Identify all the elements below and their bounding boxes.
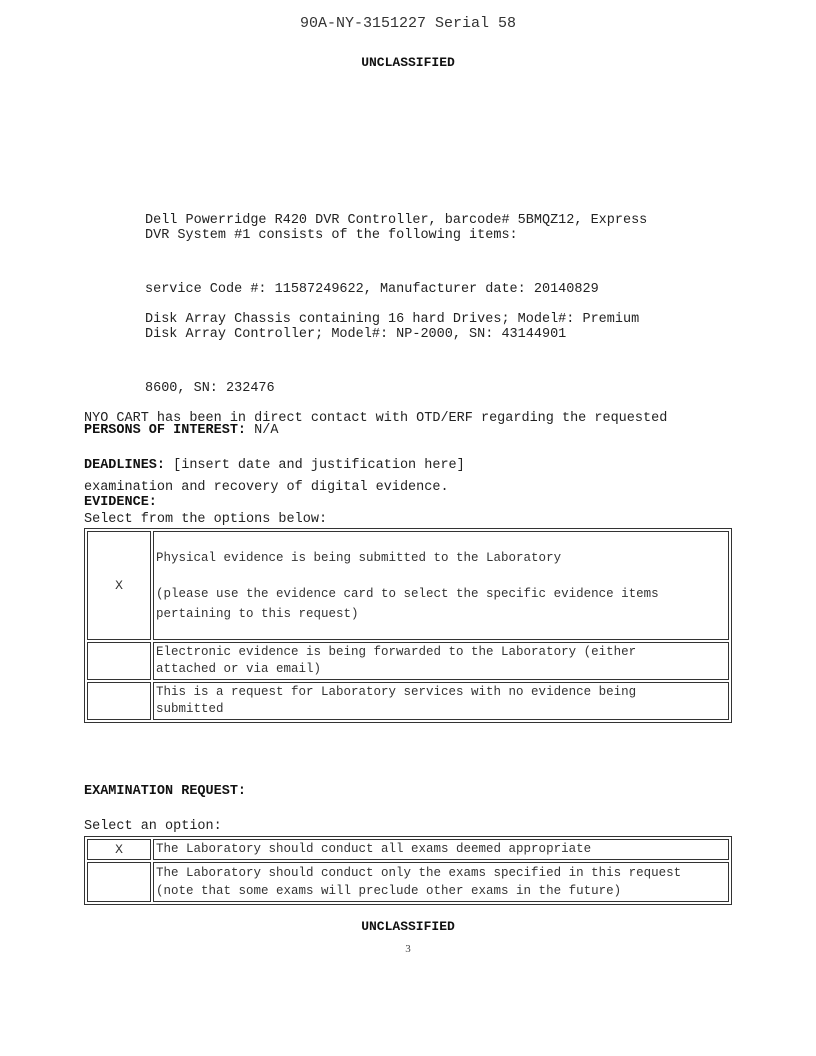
examination-option-checkbox[interactable]	[87, 862, 151, 902]
disk-array-controller-description: Disk Array Controller; Model#: NP-2000, SN: 43144901	[145, 327, 567, 342]
examination-option-row	[87, 839, 729, 860]
persons-of-interest	[84, 419, 734, 442]
evidence-instruction: Select from the options below:	[84, 512, 328, 527]
evidence-option-row	[87, 682, 729, 720]
deadlines-value: [insert date and justification here]	[165, 458, 465, 473]
document-serial: 90A-NY-3151227 Serial 58	[299, 15, 517, 32]
classification-footer: UNCLASSIFIED	[361, 919, 455, 934]
examination-option-checkbox[interactable]: X	[87, 839, 151, 860]
evidence-option-checkbox[interactable]	[87, 682, 151, 720]
evidence-option-checkbox[interactable]: X	[87, 531, 151, 640]
persons-of-interest-value: N/A	[246, 423, 279, 438]
evidence-option-text: Physical evidence is being submitted to the Laboratory (please use the evidence card to select the specific evidence items pertaining to this request)	[153, 531, 729, 640]
evidence-option-checkbox[interactable]	[87, 642, 151, 680]
examination-option-row	[87, 862, 729, 902]
examination-request-heading: EXAMINATION REQUEST:	[84, 784, 247, 799]
persons-of-interest-label: PERSONS OF INTEREST:	[84, 423, 247, 438]
page-number: 3	[405, 943, 411, 955]
deadlines	[84, 454, 734, 477]
examination-options-table	[84, 836, 732, 905]
evidence-options-table	[84, 528, 732, 723]
evidence-option-row	[87, 531, 729, 640]
disk-array-chassis-description: Disk Array Chassis containing 16 hard Drives; Model#: Premium 8600, SN: 232476	[145, 312, 640, 396]
contact-paragraph: NYO CART has been in direct contact with OTD/ERF regarding the requested examination and recovery of digital evidence.	[84, 411, 668, 495]
evidence-option-row	[87, 642, 729, 680]
evidence-section-heading	[84, 494, 734, 528]
dvr-system-intro: DVR System #1 consists of the following items:	[145, 228, 518, 243]
examination-request-instruction: Select an option:	[84, 819, 222, 834]
examination-option-text: The Laboratory should conduct only the exams specified in this request (note that some exams will preclude other exams in the future)	[153, 862, 729, 902]
deadlines-label: DEADLINES:	[84, 458, 166, 473]
evidence-label: EVIDENCE:	[84, 495, 157, 510]
evidence-option-text: This is a request for Laboratory services with no evidence being submitted	[153, 682, 729, 720]
evidence-option-text: Electronic evidence is being forwarded to the Laboratory (either attached or via email)	[153, 642, 729, 680]
dvr-controller-description: Dell Powerridge R420 DVR Controller, barcode# 5BMQZ12, Express service Code #: 11587249622, Manufacturer date: 20140829	[145, 213, 648, 297]
examination-option-text: The Laboratory should conduct all exams deemed appropriate	[153, 839, 729, 860]
classification-header: UNCLASSIFIED	[361, 55, 455, 70]
